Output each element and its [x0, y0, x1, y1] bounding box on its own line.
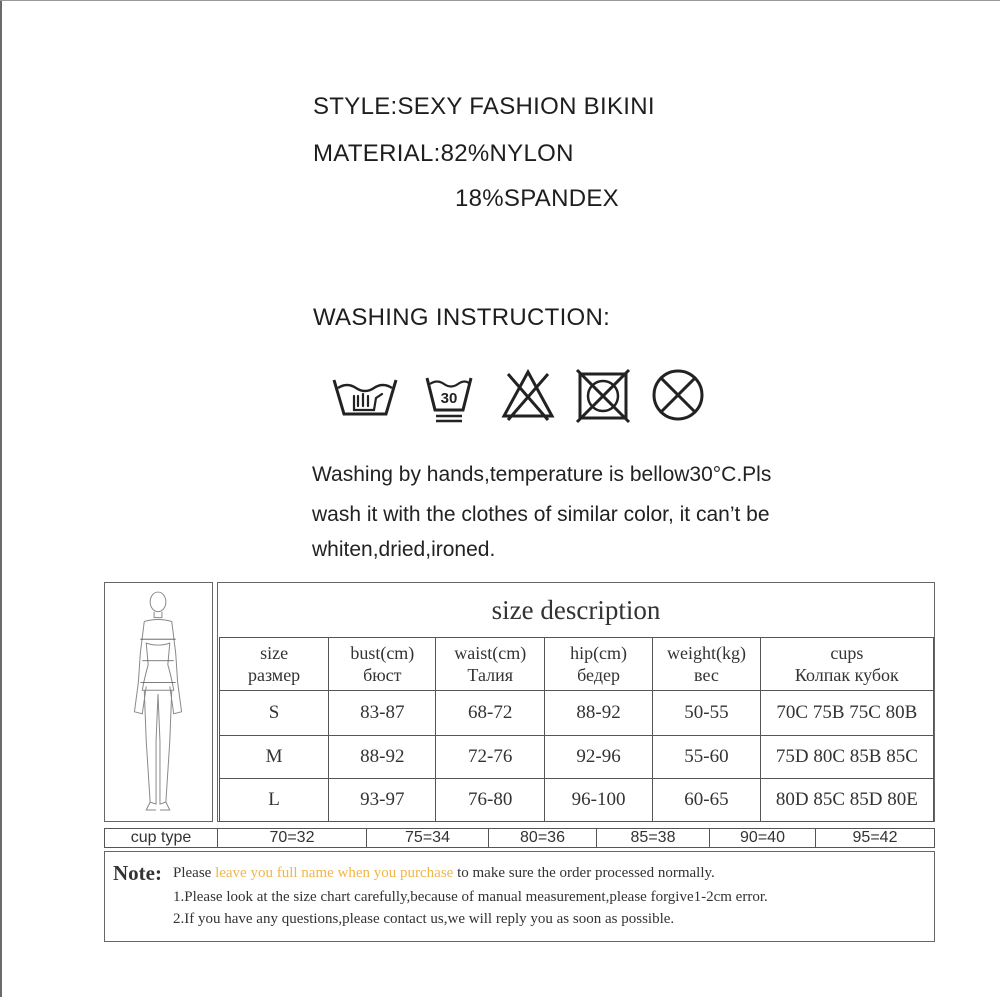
washing-text-line-2: wash it with the clothes of similar color, it can’t be: [312, 503, 770, 526]
washing-heading: WASHING INSTRUCTION:: [313, 304, 611, 331]
cell: L: [220, 779, 329, 822]
cup-type-value: 95=42: [852, 829, 898, 846]
cup-type-value: 75=34: [367, 829, 489, 847]
header-bust: bust(cm) бюст: [329, 638, 436, 691]
note-line-3: 2.If you have any questions,please contact us,we will reply you as soon as possible.: [173, 911, 675, 927]
cup-type-value: 80=36: [489, 829, 597, 847]
cup-type-label: cup type: [105, 829, 218, 847]
cup-type-value: 70=32: [218, 829, 367, 847]
size-chart-title: size description: [491, 595, 661, 625]
cell: 83-87: [329, 691, 436, 736]
cup-type-row: [104, 828, 935, 848]
size-table-header-row: [220, 638, 934, 691]
frame-top-border: [0, 0, 1000, 1]
size-chart: [217, 582, 935, 822]
style-heading: STYLE:SEXY FASHION BIKINI: [313, 93, 655, 120]
cell: 72-76: [436, 736, 544, 779]
header-cups: cups Колпак кубок: [760, 638, 933, 691]
cell: 88-92: [329, 736, 436, 779]
frame-left-border: [0, 0, 2, 997]
wash-30-icon: [424, 366, 474, 424]
note-highlight: leave you full name when you purchase: [215, 865, 454, 881]
size-row-l: [220, 779, 934, 822]
cell: 76-80: [436, 779, 544, 822]
cup-type-value: 85=38: [597, 829, 710, 847]
cell: 88-92: [544, 691, 652, 736]
material-heading: MATERIAL:82%NYLON: [313, 140, 574, 167]
cell: 68-72: [436, 691, 544, 736]
cell: 92-96: [544, 736, 652, 779]
wash-temp-label: 30: [440, 390, 458, 407]
size-row-m: [220, 736, 934, 779]
material-heading-2: 18%SPANDEX: [455, 185, 619, 212]
washing-text-line-3: whiten,dried,ironed.: [312, 538, 496, 561]
cell: 55-60: [653, 736, 761, 779]
cell: 96-100: [544, 779, 652, 822]
do-not-bleach-icon: [500, 366, 556, 424]
cup-type-value: 90=40: [710, 829, 816, 847]
hand-wash-icon: [330, 366, 400, 424]
cell: 80D 85C 85D 80E: [760, 779, 933, 822]
header-hip: hip(cm) бедер: [544, 638, 652, 691]
size-table: [219, 637, 934, 822]
do-not-tumble-dry-icon: [574, 366, 632, 424]
header-waist: waist(cm) Талия: [436, 638, 544, 691]
cell: 70C 75B 75C 80B: [760, 691, 933, 736]
header-size: size размер: [220, 638, 329, 691]
cell: 60-65: [653, 779, 761, 822]
washing-text-line-1: Washing by hands,temperature is bellow30°C.Pls: [312, 463, 772, 486]
cell: 50-55: [653, 691, 761, 736]
size-row-s: [220, 691, 934, 736]
cell: S: [220, 691, 329, 736]
body-figure-illustration: [105, 583, 212, 821]
cell: 75D 80C 85B 85C: [760, 736, 933, 779]
note-line-1: Please leave you full name when you purchase to make sure the order processed normally.: [173, 865, 715, 881]
do-not-dry-clean-icon: [650, 366, 706, 424]
body-measurement-figure: [104, 582, 213, 822]
note-box: [104, 851, 935, 942]
cell: 93-97: [329, 779, 436, 822]
header-weight: weight(kg) вес: [653, 638, 761, 691]
note-label: Note:: [113, 861, 162, 885]
note-line-2: 1.Please look at the size chart carefully,because of manual measurement,please forgive1-2cm error.: [173, 889, 768, 905]
cell: M: [220, 736, 329, 779]
